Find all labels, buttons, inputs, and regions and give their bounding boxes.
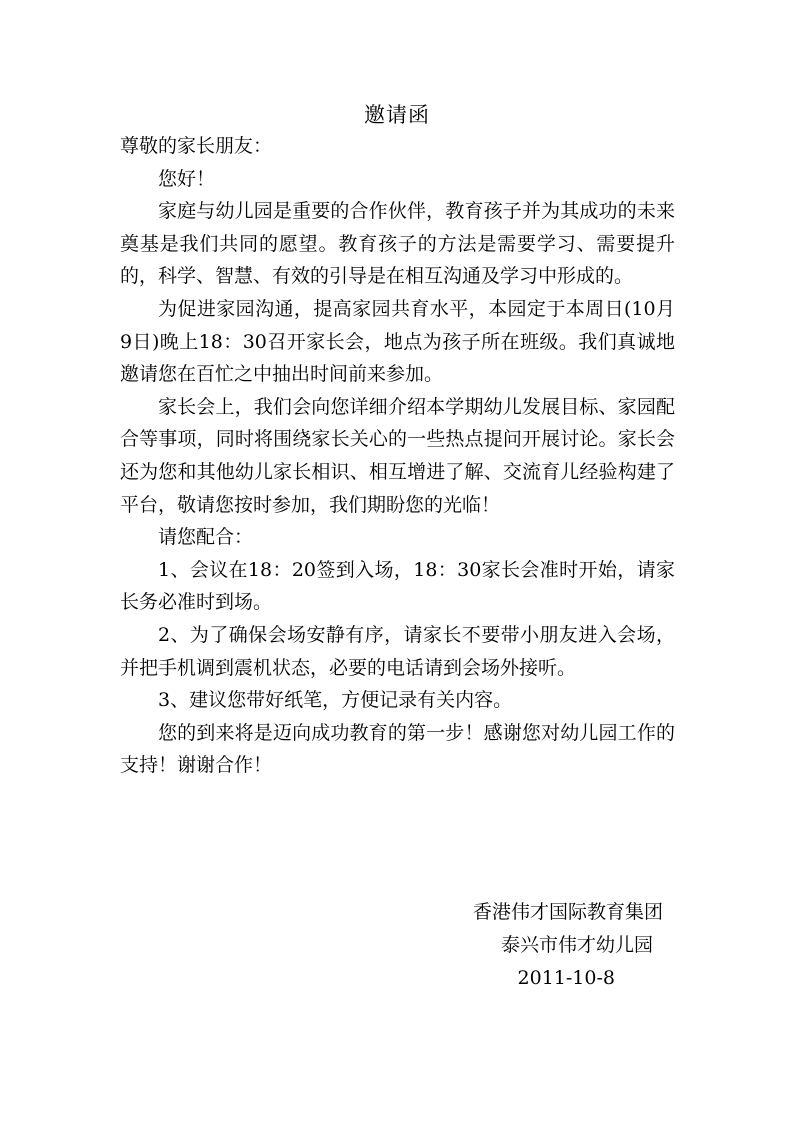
letter-paragraph-agenda: 家长会上，我们会向您详细介绍本学期幼儿发展目标、家园配合等事项，同时将围绕家长关心的一些热点提问开展讨论。家长会还为您和其他幼儿家长相识、相互增进了解、交流育儿经验构建了平台，敬请您按时参加，我们期盼您的光临！ (120, 395, 675, 516)
letter-body (120, 130, 675, 782)
letter-title: 邀请函 (364, 103, 430, 127)
letter-paragraph-intro: 家庭与幼儿园是重要的合作伙伴，教育孩子并为其成功的未来奠基是我们共同的愿望。教育孩子的方法是需要学习、需要提升的，科学、智慧、有效的引导是在相互沟通及学习中形成的。 (120, 200, 675, 288)
letter-closing: 您的到来将是迈向成功教育的第一步！感谢您对幼儿园工作的支持！谢谢合作！ (120, 721, 675, 777)
signature-group: 香港伟才国际教育集团 (472, 901, 663, 923)
letter-salutation: 尊敬的家长朋友： (120, 135, 273, 157)
signature-school: 泰兴市伟才幼儿园 (500, 934, 653, 956)
letter-signature (0, 896, 663, 995)
notice-item-1: 1、会议在18：20签到入场，18：30家长会准时开始，请家长务必准时到场。 (120, 558, 675, 614)
notice-item-3: 3、建议您带好纸笔，方便记录有关内容。 (158, 689, 513, 712)
notice-item-2: 2、为了确保会场安静有序，请家长不要带小朋友进入会场，并把手机调到震机状态，必要的电话请到会场外接听。 (120, 623, 675, 679)
notice-heading: 请您配合： (158, 526, 254, 549)
letter-greeting: 您好！ (158, 167, 216, 190)
letter-paragraph-meeting: 为促进家园沟通，提高家园共育水平，本园定于本周日(10月9日)晚上18：30召开家长会，地点为孩子所在班级。我们真诚地邀请您在百忙之中抽出时间前来参加。 (120, 297, 675, 386)
signature-date: 2011-10-8 (517, 967, 615, 989)
